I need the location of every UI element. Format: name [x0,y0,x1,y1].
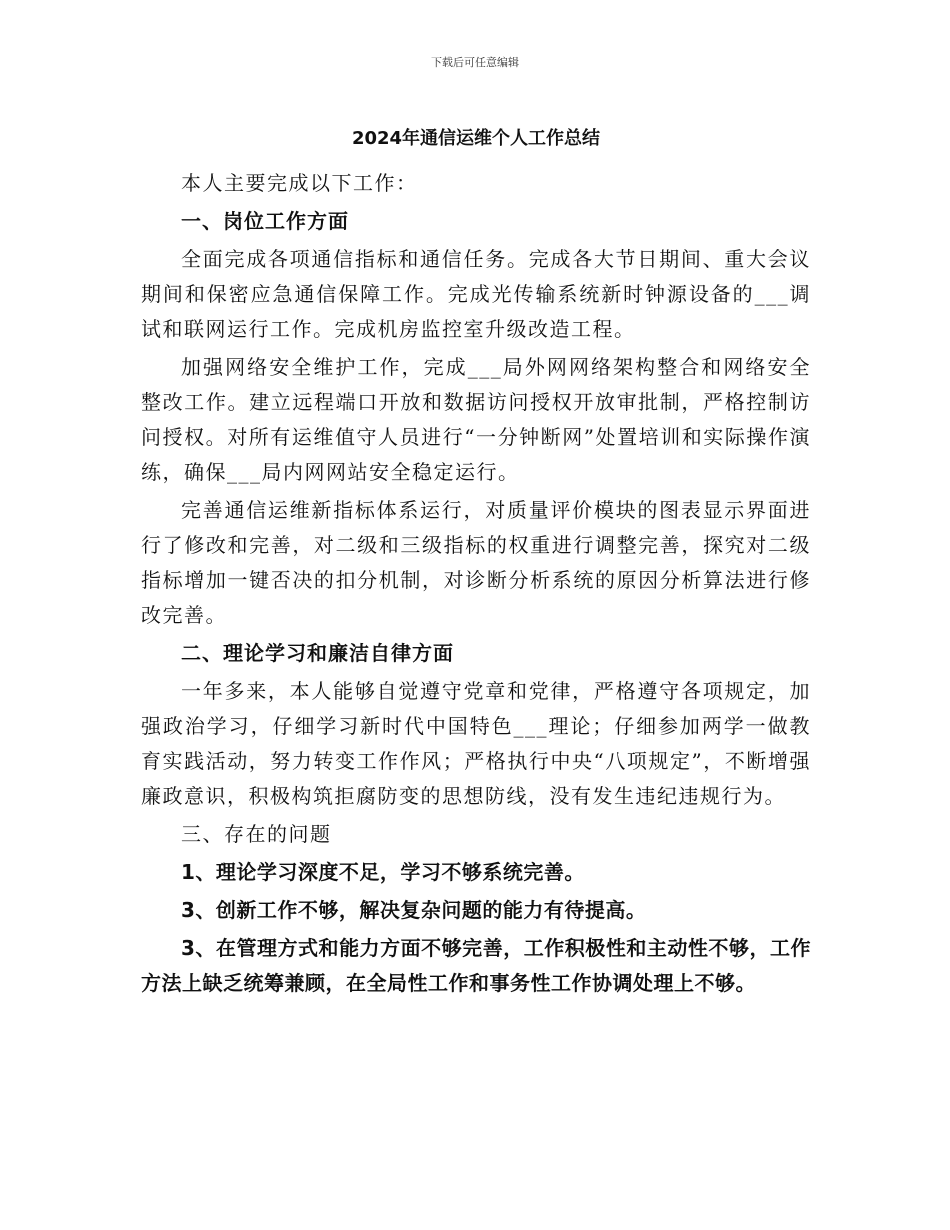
problem-item-3: 3、在管理方式和能力方面不够完善，工作积极性和主动性不够，工作方法上缺乏统筹兼顾，在全局性工作和事务性工作协调处理上不够。 [141,936,811,995]
document-title: 2024年通信运维个人工作总结 [351,128,601,149]
section-2-paragraph-1: 一年多来，本人能够自觉遵守党章和党律，严格遵守各项规定，加强政治学习，仔细学习新时代中国特色___理论；仔细参加两学一做教育实践活动，努力转变工作作风；严格执行中央“八项规定”，不断增强廉政意识，积极构筑拒腐防变的思想防线，没有发生违纪违规行为。 [141,679,811,808]
problem-item-1: 1、理论学习深度不足，学习不够系统完善。 [181,860,585,884]
section-1-heading: 一、岗位工作方面 [181,209,349,233]
header-note: 下载后可任意编辑 [431,56,519,69]
section-2-heading: 二、理论学习和廉洁自律方面 [181,641,454,665]
section-1-paragraph-3: 完善通信运维新指标体系运行，对质量评价模块的图表显示界面进行了修改和完善，对二级和三级指标的权重进行调整完善，探究对二级指标增加一键否决的扣分机制，对诊断分析系统的原因分析算法进行修改完善。 [141,498,811,627]
document-body [141,122,811,1001]
section-1-paragraph-1: 全面完成各项通信指标和通信任务。完成各大节日期间、重大会议期间和保密应急通信保障工作。完成光传输系统新时钟源设备的___调试和联网运行工作。完成机房监控室升级改造工程。 [141,247,811,341]
problem-item-2: 3、创新工作不够，解决复杂问题的能力有待提高。 [181,898,647,922]
section-1-paragraph-2: 加强网络安全维护工作，完成___局外网网络架构整合和网络安全整改工作。建立远程端口开放和数据访问授权开放审批制，严格控制访问授权。对所有运维值守人员进行“一分钟断网”处置培训和实际操作演练，确保___局内网网站安全稳定运行。 [141,355,811,484]
section-3-heading: 三、存在的问题 [181,822,332,846]
intro-paragraph: 本人主要完成以下工作： [181,171,418,195]
